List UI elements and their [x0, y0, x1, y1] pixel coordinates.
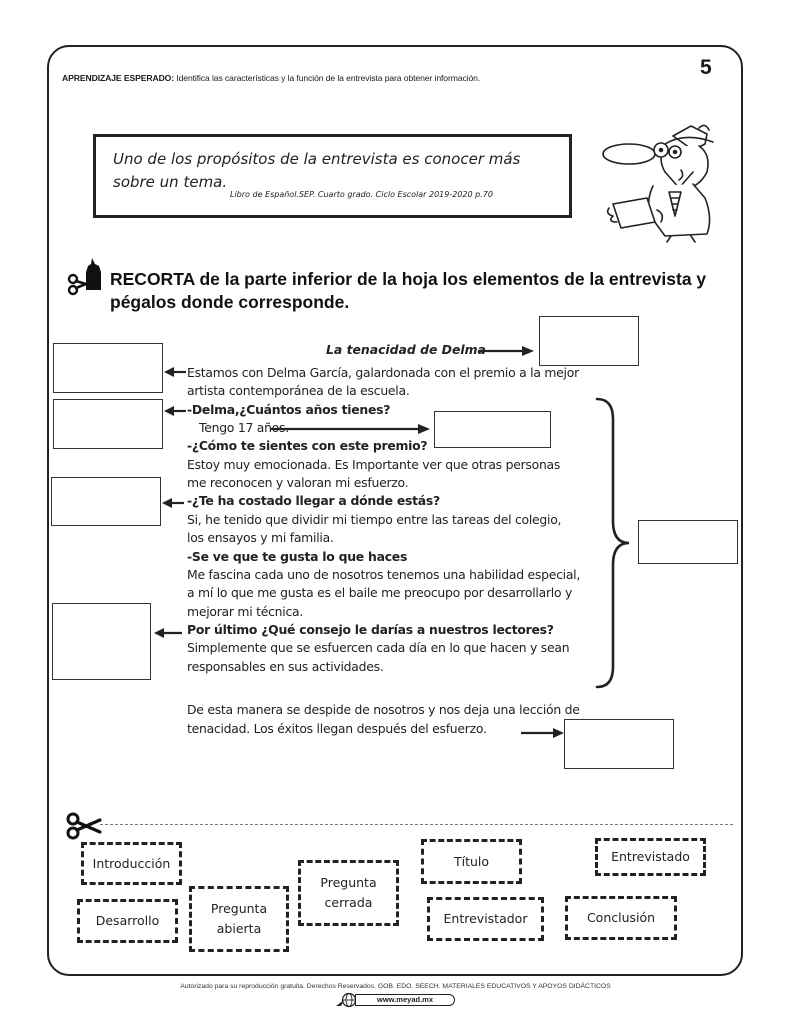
arrow-left-icon [164, 366, 186, 378]
closing-line: De esta manera se despide de nosotros y nos deja una lección de [187, 702, 580, 717]
paste-box-conclusion[interactable] [564, 719, 674, 769]
article-line: a mí lo que me gusta es el baile me preocupo por desarrollarlo y [187, 585, 573, 600]
arrow-right-icon [521, 727, 565, 739]
reporter-cartoon-icon [595, 118, 735, 243]
article-line: me reconocen y valoran mi esfuerzo. [187, 475, 409, 490]
cutout-label: Entrevistado [611, 849, 690, 864]
article-line: responsables en sus actividades. [187, 659, 384, 674]
article-question: -Se ve que te gusta lo que haces [187, 549, 408, 564]
arrow-left-icon [164, 405, 186, 417]
article-line: Estoy muy emocionada. Es Importante ver que otras personas [187, 457, 561, 472]
article-title: La tenacidad de Delma [326, 342, 486, 357]
curly-brace-icon [595, 395, 635, 691]
arrow-left-icon [154, 627, 182, 639]
arrow-right-icon [270, 423, 432, 435]
cutout-desarrollo[interactable] [77, 899, 178, 943]
closing-line: tenacidad. Los éxitos llegan después del esfuerzo. [187, 721, 487, 736]
scissors-glue-icon [66, 256, 108, 296]
cutout-label: Entrevistador [443, 911, 528, 926]
article-line: Si, he tenido que dividir mi tiempo entre las tareas del colegio, [187, 512, 562, 527]
cutout-pregunta-cerrada[interactable] [298, 860, 399, 926]
paste-box-intro[interactable] [53, 343, 163, 393]
cutout-pregunta-abierta[interactable] [189, 886, 289, 952]
scissors-icon [66, 812, 102, 840]
cutout-entrevistado[interactable] [595, 838, 706, 876]
article-question: -¿Cómo te sientes con este premio? [187, 438, 428, 453]
article-question: Por último ¿Qué consejo le darías a nuestros lectores? [187, 622, 554, 637]
arrow-right-icon [478, 345, 536, 357]
paste-box-development[interactable] [638, 520, 738, 564]
article-question: -Delma,¿Cuántos años tienes? [187, 402, 391, 417]
cutout-conclusion[interactable] [565, 896, 677, 940]
footer-text: Autorizado para su reproducción gratuita. Derechos Reservados. GOB. EDO. SEECH. MATERIALES EDUCATIVOS Y APOYOS DIDÁCTICOS [180, 983, 611, 990]
quote-source: Libro de Español.SEP. Cuarto grado. Ciclo Escolar 2019-2020 p.70 [230, 190, 493, 199]
learning-goal-label: APRENDIZAJE ESPERADO: [62, 73, 175, 83]
article-line: Simplemente que se esfuercen cada día en lo que hacen y sean [187, 640, 570, 655]
paste-box-title[interactable] [539, 316, 639, 366]
learning-goal [62, 73, 480, 83]
cutout-label: Título [453, 853, 490, 869]
cutout-titulo[interactable] [421, 839, 522, 884]
cutout-introduccion[interactable] [81, 842, 182, 885]
footer-url-link[interactable]: www.meyad.mx [355, 994, 455, 1006]
cutout-label: Introducción [92, 855, 171, 871]
page-number: 5 [700, 56, 712, 79]
cut-line [100, 824, 733, 825]
paste-box-question-3[interactable] [51, 477, 161, 526]
quote-text: Uno de los propósitos de la entrevista es conocer más sobre un tema. [113, 150, 521, 191]
globe-cursor-icon [335, 992, 357, 1008]
article-line: Me fascina cada uno de nosotros tenemos una habilidad especial, [187, 567, 581, 582]
cutout-label: Desarrollo [95, 913, 160, 928]
paste-box-question-1[interactable] [53, 399, 163, 449]
article-line: artista contemporánea de la escuela. [187, 383, 410, 398]
article-line: mejorar mi técnica. [187, 604, 304, 619]
cutout-entrevistador[interactable] [427, 897, 544, 941]
arrow-left-icon [162, 497, 184, 509]
paste-box-question-5[interactable] [52, 603, 151, 680]
cutout-label: Pregunta cerrada [320, 875, 377, 910]
learning-goal-text: Identifica las características y la función de la entrevista para obtener información. [174, 73, 481, 83]
article-question: -¿Te ha costado llegar a dónde estás? [187, 493, 440, 508]
instruction-text: RECORTA de la parte inferior de la hoja los elementos de la entrevista y pégalos donde corresponde. [110, 269, 707, 312]
paste-box-answer[interactable] [434, 411, 551, 448]
article-line: Tengo 17 años. [199, 420, 289, 435]
article-line: Estamos con Delma García, galardonada con el premio a la mejor [187, 365, 579, 380]
article-line: los ensayos y mi familia. [187, 530, 334, 545]
cutout-label: Conclusión [586, 910, 656, 925]
cutout-label: Pregunta abierta [210, 901, 268, 936]
